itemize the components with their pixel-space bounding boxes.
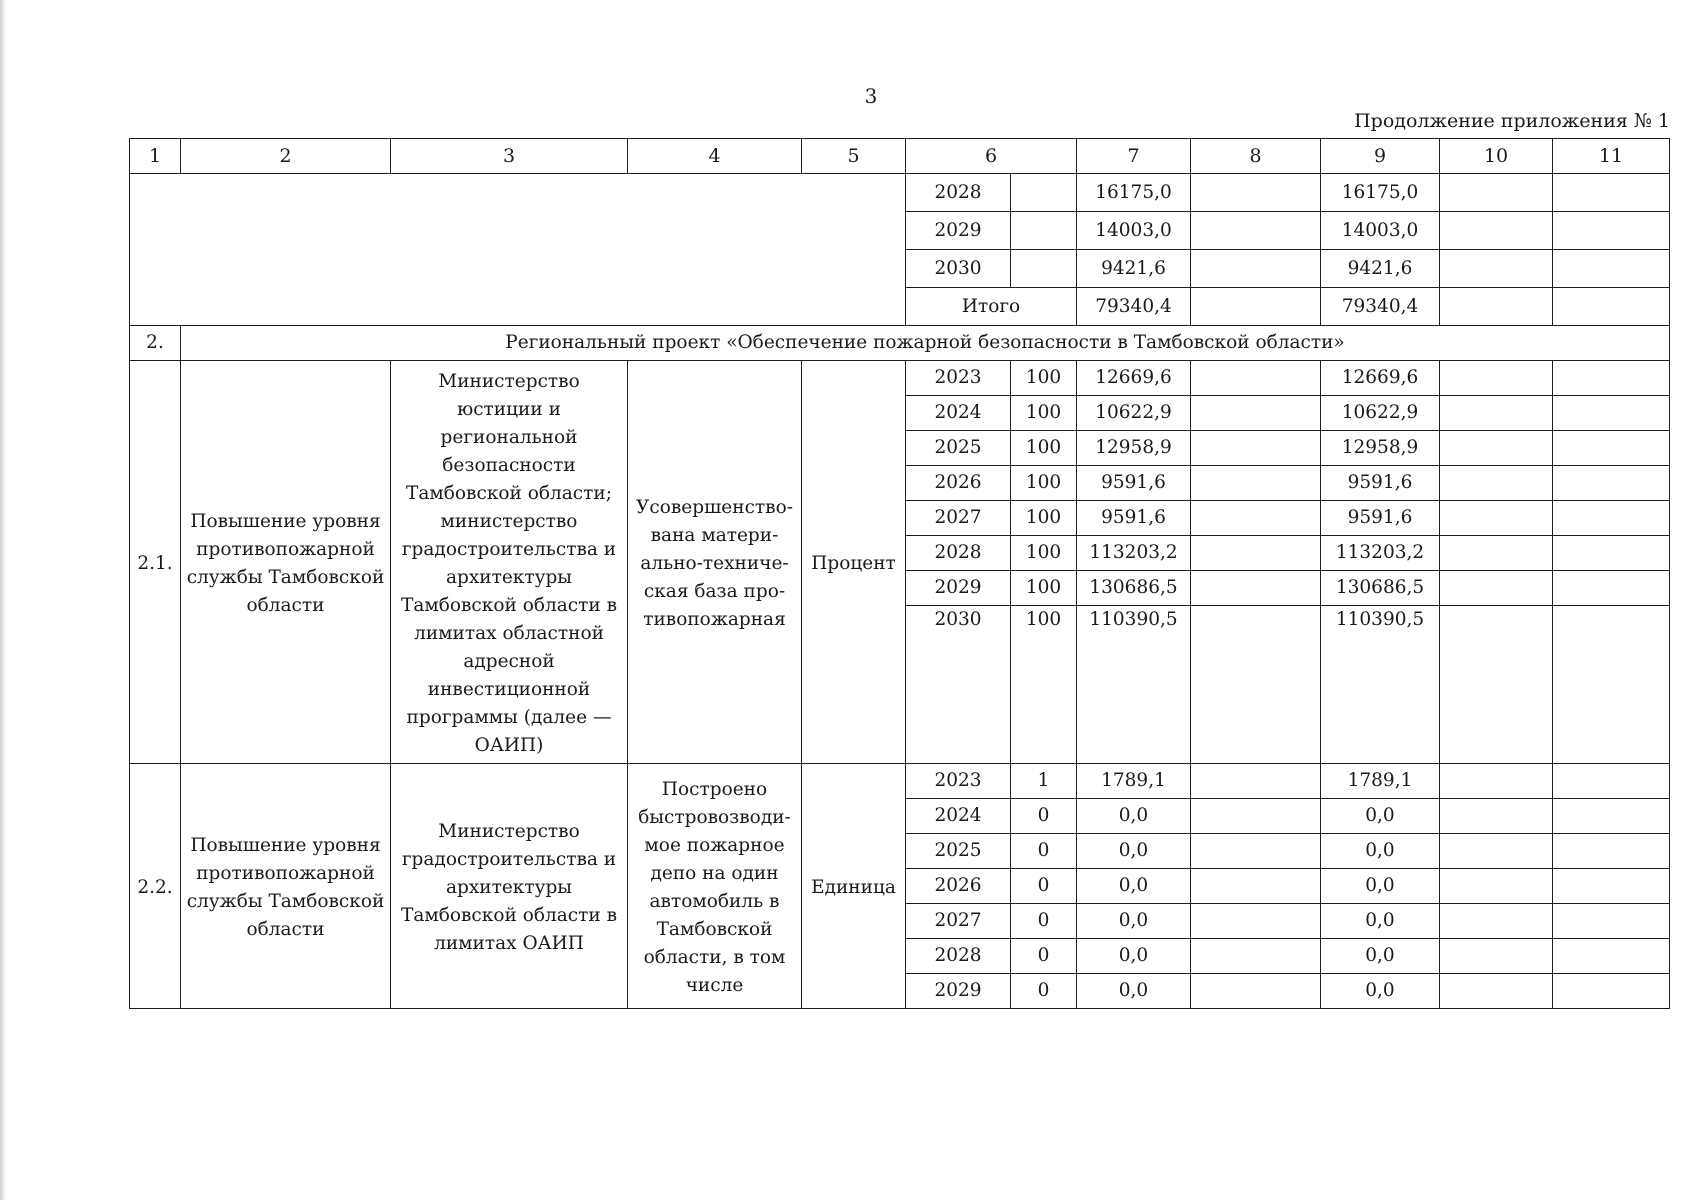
col9-cell: 0,0 [1321, 799, 1440, 834]
table-row [130, 764, 1670, 799]
colnum-11: 11 [1553, 139, 1670, 174]
item-name: Повышение уровня противопожарной службы Тамбовской области [181, 764, 391, 1009]
col10-cell [1440, 431, 1553, 466]
col8-cell [1191, 606, 1321, 764]
col10-cell [1440, 939, 1553, 974]
col8-cell [1191, 501, 1321, 536]
colnum-4: 4 [628, 139, 802, 174]
colnum-6: 6 [906, 139, 1077, 174]
col11-cell [1553, 174, 1670, 212]
col8-cell [1191, 799, 1321, 834]
year-cell: 2030 [906, 606, 1011, 764]
item-number: 2.1. [130, 361, 181, 764]
value-cell: 0 [1011, 834, 1077, 869]
col8-cell [1191, 536, 1321, 571]
col11-cell [1553, 764, 1670, 799]
value-cell: 100 [1011, 606, 1077, 764]
col10-cell [1440, 904, 1553, 939]
col9-cell: 0,0 [1321, 834, 1440, 869]
col11-cell [1553, 904, 1670, 939]
col10-cell [1440, 799, 1553, 834]
col11-cell [1553, 431, 1670, 466]
col11-cell [1553, 396, 1670, 431]
section-title: Региональный проект «Обеспечение пожарной безопасности в Тамбовской области» [181, 326, 1670, 361]
col11-cell [1553, 939, 1670, 974]
year-cell: 2023 [906, 361, 1011, 396]
col8-cell [1191, 361, 1321, 396]
item-unit: Процент [802, 361, 906, 764]
col11-cell [1553, 606, 1670, 764]
col10-cell [1440, 174, 1553, 212]
item-result: Построено быстровозводи-мое пожарное депо на один автомобиль в Тамбовской области, в том числе [628, 764, 802, 1009]
col7-cell: 12958,9 [1077, 431, 1191, 466]
col8-cell [1191, 174, 1321, 212]
col8-cell [1191, 939, 1321, 974]
colnum-2: 2 [181, 139, 391, 174]
year-cell: 2029 [906, 974, 1011, 1009]
col9-cell: 9421,6 [1321, 250, 1440, 288]
col9-cell: 9591,6 [1321, 466, 1440, 501]
col8-cell [1191, 431, 1321, 466]
col9-cell: 9591,6 [1321, 501, 1440, 536]
continuation-label: Продолжение приложения № 1 [1354, 110, 1670, 132]
value-cell: 0 [1011, 974, 1077, 1009]
item-responsible: Министерство градостроительства и архитектуры Тамбовской области в лимитах ОАИП [391, 764, 628, 1009]
year-cell: 2024 [906, 799, 1011, 834]
col11-cell [1553, 974, 1670, 1009]
colnum-1: 1 [130, 139, 181, 174]
col10-cell [1440, 288, 1553, 326]
value-cell: 100 [1011, 571, 1077, 606]
col9-cell: 130686,5 [1321, 571, 1440, 606]
col11-cell [1553, 361, 1670, 396]
col8-cell [1191, 288, 1321, 326]
table-row [130, 174, 1670, 212]
col11-cell [1553, 212, 1670, 250]
value-cell: 0 [1011, 799, 1077, 834]
year-cell: 2028 [906, 536, 1011, 571]
col11-cell [1553, 501, 1670, 536]
col11-cell [1553, 250, 1670, 288]
col7-cell: 0,0 [1077, 869, 1191, 904]
column-number-row [130, 139, 1670, 174]
col8-cell [1191, 466, 1321, 501]
col7-cell: 110390,5 [1077, 606, 1191, 764]
col7-cell: 113203,2 [1077, 536, 1191, 571]
col7-cell: 9591,6 [1077, 466, 1191, 501]
col10-cell [1440, 250, 1553, 288]
col10-cell [1440, 536, 1553, 571]
col7-cell: 0,0 [1077, 904, 1191, 939]
item-number: 2.2. [130, 764, 181, 1009]
col7-cell: 9421,6 [1077, 250, 1191, 288]
col8-cell [1191, 250, 1321, 288]
col9-cell: 0,0 [1321, 869, 1440, 904]
value-cell: 0 [1011, 869, 1077, 904]
col7-cell: 0,0 [1077, 939, 1191, 974]
total-label: Итого [906, 288, 1077, 326]
col8-cell [1191, 904, 1321, 939]
colnum-7: 7 [1077, 139, 1191, 174]
col9-cell: 10622,9 [1321, 396, 1440, 431]
item-unit: Единица [802, 764, 906, 1009]
item-responsible: Министерство юстиции и региональной безопасности Тамбовской области; министерство градостроительства и архитектуры Тамбовской области в лимитах областной адресной инвестиционной программы (далее — ОАИП) [391, 361, 628, 764]
value-cell: 100 [1011, 361, 1077, 396]
col10-cell [1440, 466, 1553, 501]
col9-cell: 1789,1 [1321, 764, 1440, 799]
col9-cell: 0,0 [1321, 974, 1440, 1009]
colnum-9: 9 [1321, 139, 1440, 174]
col8-cell [1191, 764, 1321, 799]
col7-cell: 10622,9 [1077, 396, 1191, 431]
year-cell: 2027 [906, 501, 1011, 536]
section-number: 2. [130, 326, 181, 361]
col11-cell [1553, 571, 1670, 606]
col7-cell: 1789,1 [1077, 764, 1191, 799]
value-cell: 100 [1011, 536, 1077, 571]
value-cell: 0 [1011, 904, 1077, 939]
col10-cell [1440, 396, 1553, 431]
colnum-10: 10 [1440, 139, 1553, 174]
col10-cell [1440, 501, 1553, 536]
col9-cell: 12958,9 [1321, 431, 1440, 466]
year-cell: 2029 [906, 571, 1011, 606]
col7-cell: 0,0 [1077, 974, 1191, 1009]
col8-cell [1191, 571, 1321, 606]
col11-cell [1553, 536, 1670, 571]
col9-cell: 113203,2 [1321, 536, 1440, 571]
col7-cell: 0,0 [1077, 799, 1191, 834]
year-cell: 2027 [906, 904, 1011, 939]
value-cell: 100 [1011, 501, 1077, 536]
value-cell: 1 [1011, 764, 1077, 799]
col7-cell: 9591,6 [1077, 501, 1191, 536]
col10-cell [1440, 212, 1553, 250]
colnum-5: 5 [802, 139, 906, 174]
value-cell: 100 [1011, 396, 1077, 431]
year-cell: 2024 [906, 396, 1011, 431]
value-cell: 100 [1011, 466, 1077, 501]
value-cell: 100 [1011, 431, 1077, 466]
colnum-8: 8 [1191, 139, 1321, 174]
col10-cell [1440, 361, 1553, 396]
col8-cell [1191, 834, 1321, 869]
col9-cell: 0,0 [1321, 904, 1440, 939]
program-table [129, 138, 1670, 1009]
value-cell: 0 [1011, 939, 1077, 974]
col10-cell [1440, 571, 1553, 606]
col9-cell: 110390,5 [1321, 606, 1440, 764]
col7-cell: 14003,0 [1077, 212, 1191, 250]
scan-edge-shadow [0, 0, 6, 1200]
col11-cell [1553, 466, 1670, 501]
year-cell: 2023 [906, 764, 1011, 799]
col10-cell [1440, 869, 1553, 904]
col7-cell: 12669,6 [1077, 361, 1191, 396]
year-cell: 2029 [906, 212, 1011, 250]
table-row [130, 361, 1670, 396]
year-cell: 2030 [906, 250, 1011, 288]
col11-cell [1553, 869, 1670, 904]
colnum-3: 3 [391, 139, 628, 174]
year-cell: 2026 [906, 869, 1011, 904]
col8-cell [1191, 974, 1321, 1009]
item-name: Повышение уровня противопожарной службы Тамбовской области [181, 361, 391, 764]
empty-merged-cell [130, 174, 906, 326]
col10-cell [1440, 764, 1553, 799]
col11-cell [1553, 834, 1670, 869]
col11-cell [1553, 799, 1670, 834]
year-cell: 2028 [906, 174, 1011, 212]
col10-cell [1440, 974, 1553, 1009]
item-result: Усовершенство-вана матери-ально-техниче-ская база про-тивопожарная [628, 361, 802, 764]
section-row [130, 326, 1670, 361]
col7-cell: 0,0 [1077, 834, 1191, 869]
col8-cell [1191, 212, 1321, 250]
total-col7: 79340,4 [1077, 288, 1191, 326]
col10-cell [1440, 834, 1553, 869]
col8-cell [1191, 869, 1321, 904]
col9-cell: 12669,6 [1321, 361, 1440, 396]
year-cell: 2025 [906, 834, 1011, 869]
col7-cell: 16175,0 [1077, 174, 1191, 212]
col9-cell: 14003,0 [1321, 212, 1440, 250]
col10-cell [1440, 606, 1553, 764]
value-cell [1011, 174, 1077, 212]
col8-cell [1191, 396, 1321, 431]
col11-cell [1553, 288, 1670, 326]
col9-cell: 16175,0 [1321, 174, 1440, 212]
year-cell: 2026 [906, 466, 1011, 501]
page-number: 3 [864, 84, 878, 108]
col7-cell: 130686,5 [1077, 571, 1191, 606]
col9-cell: 0,0 [1321, 939, 1440, 974]
year-cell: 2025 [906, 431, 1011, 466]
total-col9: 79340,4 [1321, 288, 1440, 326]
year-cell: 2028 [906, 939, 1011, 974]
value-cell [1011, 250, 1077, 288]
value-cell [1011, 212, 1077, 250]
